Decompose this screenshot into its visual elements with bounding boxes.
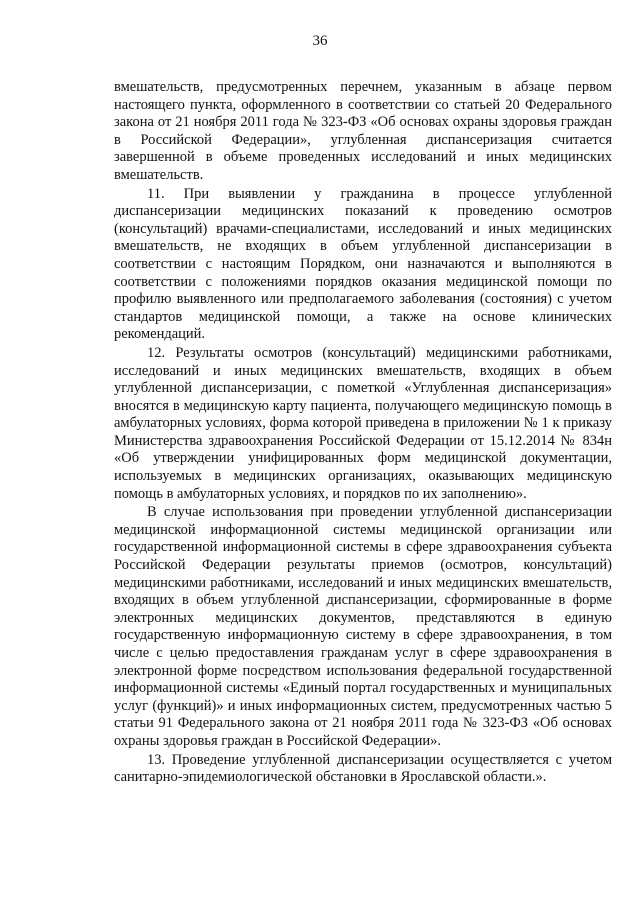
paragraph-item-12: 12. Результаты осмотров (консультаций) медицинскими работниками, исследований и иных медицинских вмешательств, входящих в объем углубленной диспансеризации, с пометкой «Углубленная диспансеризация» вносятся в медицинскую карту пациента, получающего медицинскую помощь в амбулаторных условиях, форма которой приведена в приложении № 1 к приказу Министерства здравоохранения Российской Федерации от 15.12.2014 № 834н «Об утверждении унифицированных форм медицинской документации, используемых в медицинских организациях, оказывающих медицинскую помощь в амбулаторных условиях, и порядков по их заполнению».	[114, 344, 612, 502]
paragraph-item-13: 13. Проведение углубленной диспансеризации осуществляется с учетом санитарно-эпидемиологической обстановки в Ярославской области.».	[114, 751, 612, 786]
paragraph-continuation: вмешательств, предусмотренных перечнем, указанным в абзаце первом настоящего пункта, оформленного в соответствии со статьей 20 Федерального закона от 21 ноября 2011 года № 323-ФЗ «Об основах охраны здоровья граждан в Российской Федерации», углубленная диспансеризация считается завершенной в объеме проведенных исследований и иных медицинских вмешательств.	[114, 79, 612, 183]
document-body	[114, 79, 612, 787]
page-number: 36	[312, 33, 328, 49]
paragraph-electronic-documents: В случае использования при проведении углубленной диспансеризации медицинской информационной системы медицинской организации или государственной информационной системы в сфере здравоохранения субъекта Российской Федерации результаты приемов (осмотров, консультаций) медицинскими работниками, исследований и иных медицинских вмешательств, входящих в объем углубленной диспансеризации, сформированные в форме электронных медицинских документов, представляются в единую государственную информационную систему в сфере здравоохранения, в том числе с целью предоставления гражданам услуг в сфере здравоохранения в электронной форме посредством использования федеральной государственной информационной системы «Единый портал государственных и муниципальных услуг (функций)» и иных информационных систем, предусмотренных частью 5 статьи 91 Федерального закона от 21 ноября 2011 года № 323-ФЗ «Об основах охраны здоровья граждан в Российской Федерации».	[114, 504, 612, 749]
paragraph-item-11: 11. При выявлении у гражданина в процессе углубленной диспансеризации медицинских показаний к проведению осмотров (консультаций) врачами-специалистами, исследований и иных медицинских вмешательств, не входящих в объем углубленной диспансеризации в соответствии с настоящим Порядком, они назначаются и выполняются в соответствии с положениями порядков оказания медицинской помощи по профилю выявленного или предполагаемого заболевания (состояния) с учетом стандартов медицинской помощи, а также на основе клинических рекомендаций.	[114, 185, 612, 343]
